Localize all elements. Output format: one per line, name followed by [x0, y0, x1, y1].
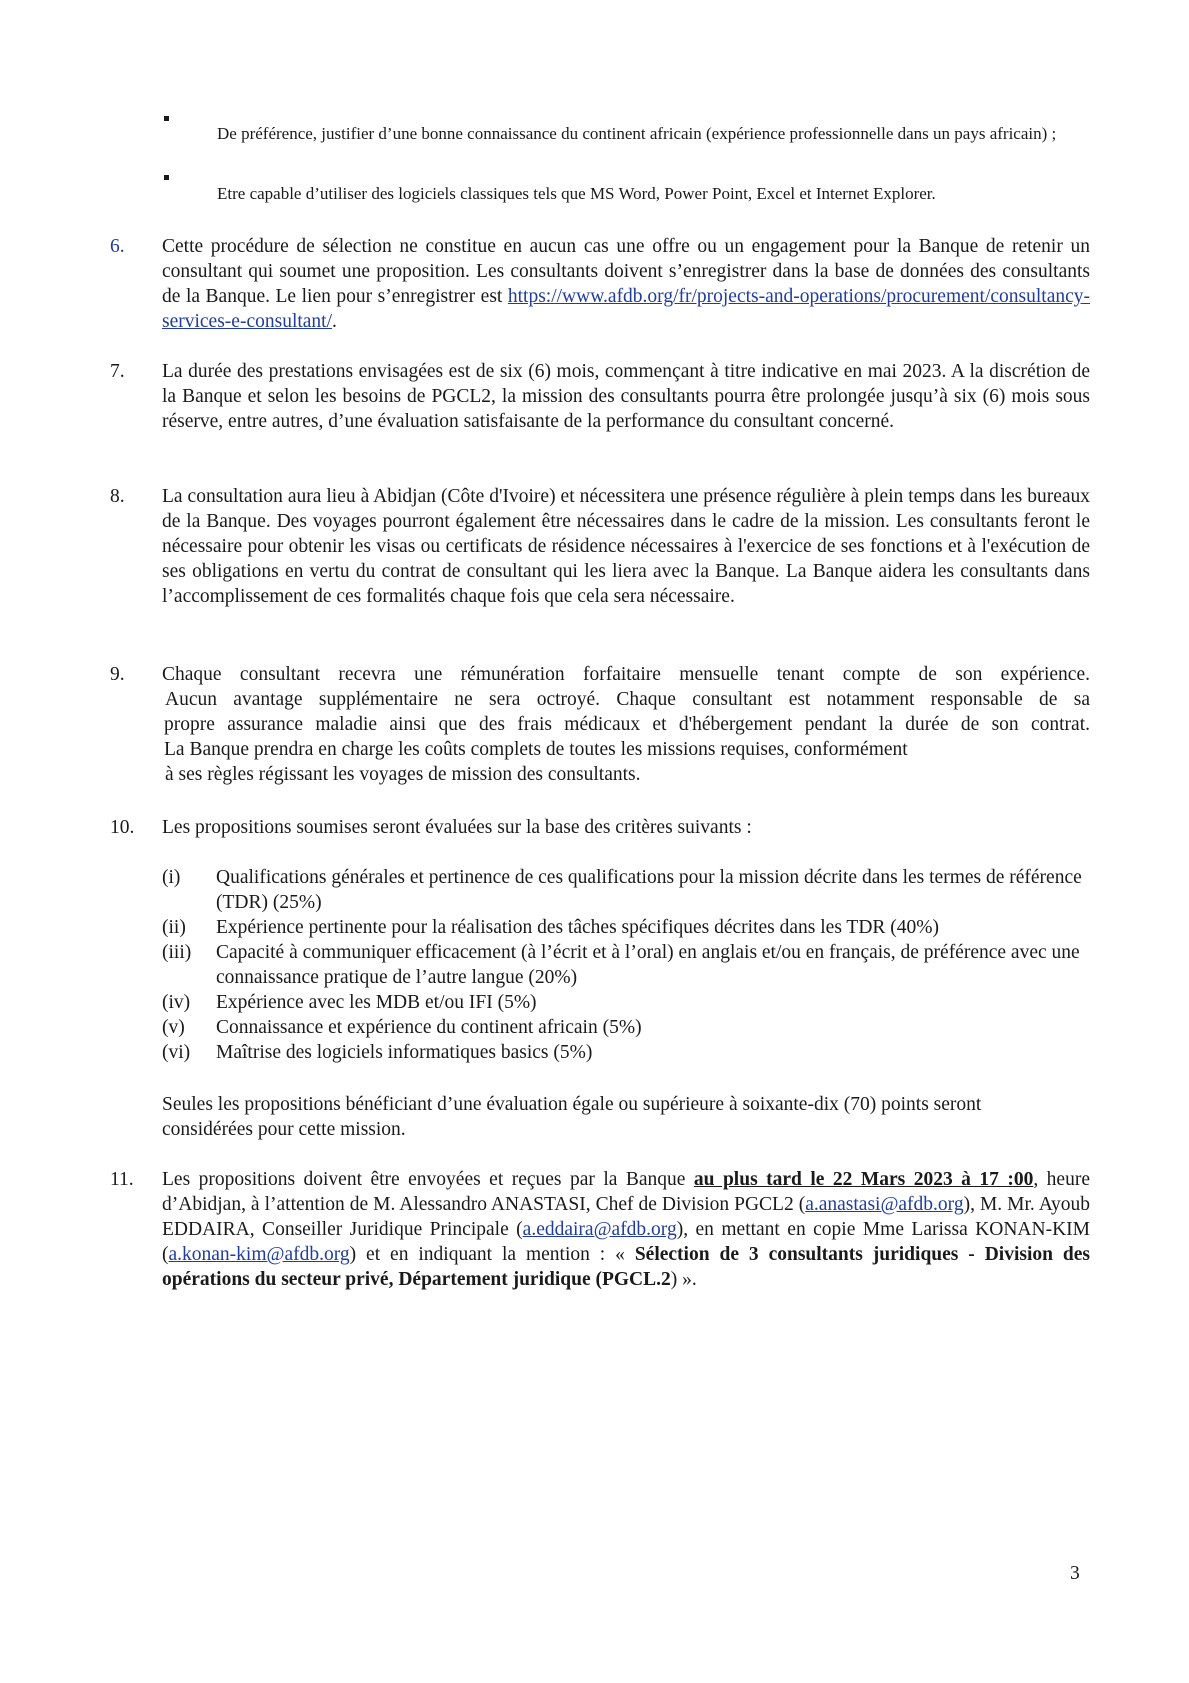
paragraph-line: La Banque prendra en charge les coûts complets de toutes les missions requises, conformément	[164, 739, 908, 760]
paragraph-number: 9.	[110, 664, 125, 685]
criterion-text: Qualifications générales et pertinence de ces qualifications pour la mission décrite dans les termes de référence (TDR) (25%)	[216, 867, 1082, 913]
criterion-number: (iv)	[162, 992, 191, 1013]
paragraph-number: 7.	[110, 361, 125, 382]
paragraph-text-segment: , heure d’Abidjan, à l’attention de M. Alessandro ANASTASI, Chef de Division PGCL2 (	[162, 1169, 1090, 1215]
criterion-number: (ii)	[162, 917, 186, 938]
criterion-text: Maîtrise des logiciels informatiques basics (5%)	[216, 1042, 593, 1063]
criterion-text: Connaissance et expérience du continent africain (5%)	[216, 1017, 642, 1038]
paragraph-text-segment: ) ».	[670, 1269, 697, 1290]
criterion-number: (i)	[162, 867, 181, 888]
criterion-text: Capacité à communiquer efficacement (à l’écrit et à l’oral) en anglais et/ou en français, de préférence avec une connaissance pratique de l’autre langue (20%)	[216, 942, 1080, 988]
paragraph-text-segment: Les propositions doivent être envoyées et reçues par la Banque	[162, 1169, 694, 1190]
paragraph-number: 11.	[110, 1169, 134, 1190]
paragraph-text: La consultation aura lieu à Abidjan (Côte d'Ivoire) et nécessitera une présence régulière à plein temps dans les bureaux de la Banque. Des voyages pourront également être nécessaires dans le cadre de la mission. Les consultants feront le nécessaire pour obtenir les visas ou certificats de résidence nécessaires à l'exercice de ses fonctions et à l'exécution de ses obligations en vertu du contrat de consultant qui les liera avec la Banque. La Banque aidera les consultants dans l’accomplissement de ces formalités chaque fois que cela sera nécessaire.	[162, 486, 1090, 607]
criterion-text: Expérience avec les MDB et/ou IFI (5%)	[216, 992, 537, 1013]
paragraph-text: La durée des prestations envisagées est de six (6) mois, commençant à titre indicative en mai 2023. A la discrétion de la Banque et selon les besoins de PGCL2, la mission des consultants pourra être prolongée jusqu’à six (6) mois sous réserve, entre autres, d’une évaluation satisfaisante de la performance du consultant concerné.	[162, 361, 1090, 432]
paragraph-line: Chaque consultant recevra une rémunération forfaitaire mensuelle tenant compte de son expérience.	[162, 664, 1090, 685]
deadline: au plus tard le 22 Mars 2023 à 17 :00	[693, 1169, 1034, 1190]
criterion-number: (iii)	[162, 942, 192, 963]
paragraph-text	[162, 1167, 1090, 1292]
page-number: 3	[1070, 1563, 1080, 1584]
paragraph-text	[162, 234, 1090, 334]
paragraph-text-segment: ), en mettant en copie Mme Larissa KONAN-KIM (	[162, 1219, 1090, 1265]
criterion-text: Expérience pertinente pour la réalisation des tâches spécifiques décrites dans les TDR (40%)	[216, 917, 940, 938]
bullet-icon	[164, 175, 169, 180]
paragraph-text-segment: ), M. Mr. Ayoub EDDAIRA, Conseiller Juridique Principale (	[162, 1194, 1090, 1240]
paragraph-text-segment: Cette procédure de sélection ne constitue en aucun cas une offre ou un engagement pour la Banque de retenir un consultant qui soumet une proposition. Les consultants doivent s’enregistrer dans la base de données des consultants de la Banque. Le lien pour s’enregistrer est	[162, 236, 1090, 307]
paragraph-intro: Les propositions soumises seront évaluées sur la base des critères suivants :	[162, 817, 752, 838]
paragraph-number: 10.	[110, 817, 135, 838]
subject-mention: Sélection de 3 consultants juridiques - Division des opérations du secteur privé, Département juridique (PGCL.2	[162, 1244, 1090, 1290]
paragraph-text-segment: .	[332, 311, 337, 332]
criterion-number: (v)	[162, 1017, 185, 1038]
bullet-text: De préférence, justifier d’une bonne connaissance du continent africain (expérience professionnelle dans un pays africain) ;	[217, 124, 1057, 143]
email-link[interactable]: a.eddaira@afdb.org	[522, 1219, 677, 1240]
paragraph-text	[162, 662, 1090, 787]
paragraph-line: propre assurance maladie ainsi que des frais médicaux et d'hébergement pendant la durée de son contrat.	[164, 714, 1090, 735]
criterion-number: (vi)	[162, 1042, 191, 1063]
paragraph-line: à ses règles régissant les voyages de mission des consultants.	[165, 764, 641, 785]
registration-link[interactable]: https://www.afdb.org/fr/projects-and-operations/procurement/consultancy-services-e-consultant/	[162, 286, 1090, 332]
bullet-text: Etre capable d’utiliser des logiciels classiques tels que MS Word, Power Point, Excel et Internet Explorer.	[217, 184, 936, 203]
paragraph-text: Seules les propositions bénéficiant d’une évaluation égale ou supérieure à soixante-dix (70) points seront considérées pour cette mission.	[162, 1094, 982, 1140]
email-link[interactable]: a.konan-kim@afdb.org	[168, 1244, 350, 1265]
paragraph-number: 6.	[110, 236, 125, 257]
email-link[interactable]: a.anastasi@afdb.org	[805, 1194, 964, 1215]
paragraph-line: Aucun avantage supplémentaire ne sera octroyé. Chaque consultant est notamment responsable de sa	[165, 689, 1090, 710]
paragraph-text-segment: ) et en indiquant la mention : «	[349, 1244, 635, 1265]
bullet-icon	[164, 116, 169, 121]
paragraph-number: 8.	[110, 486, 125, 507]
